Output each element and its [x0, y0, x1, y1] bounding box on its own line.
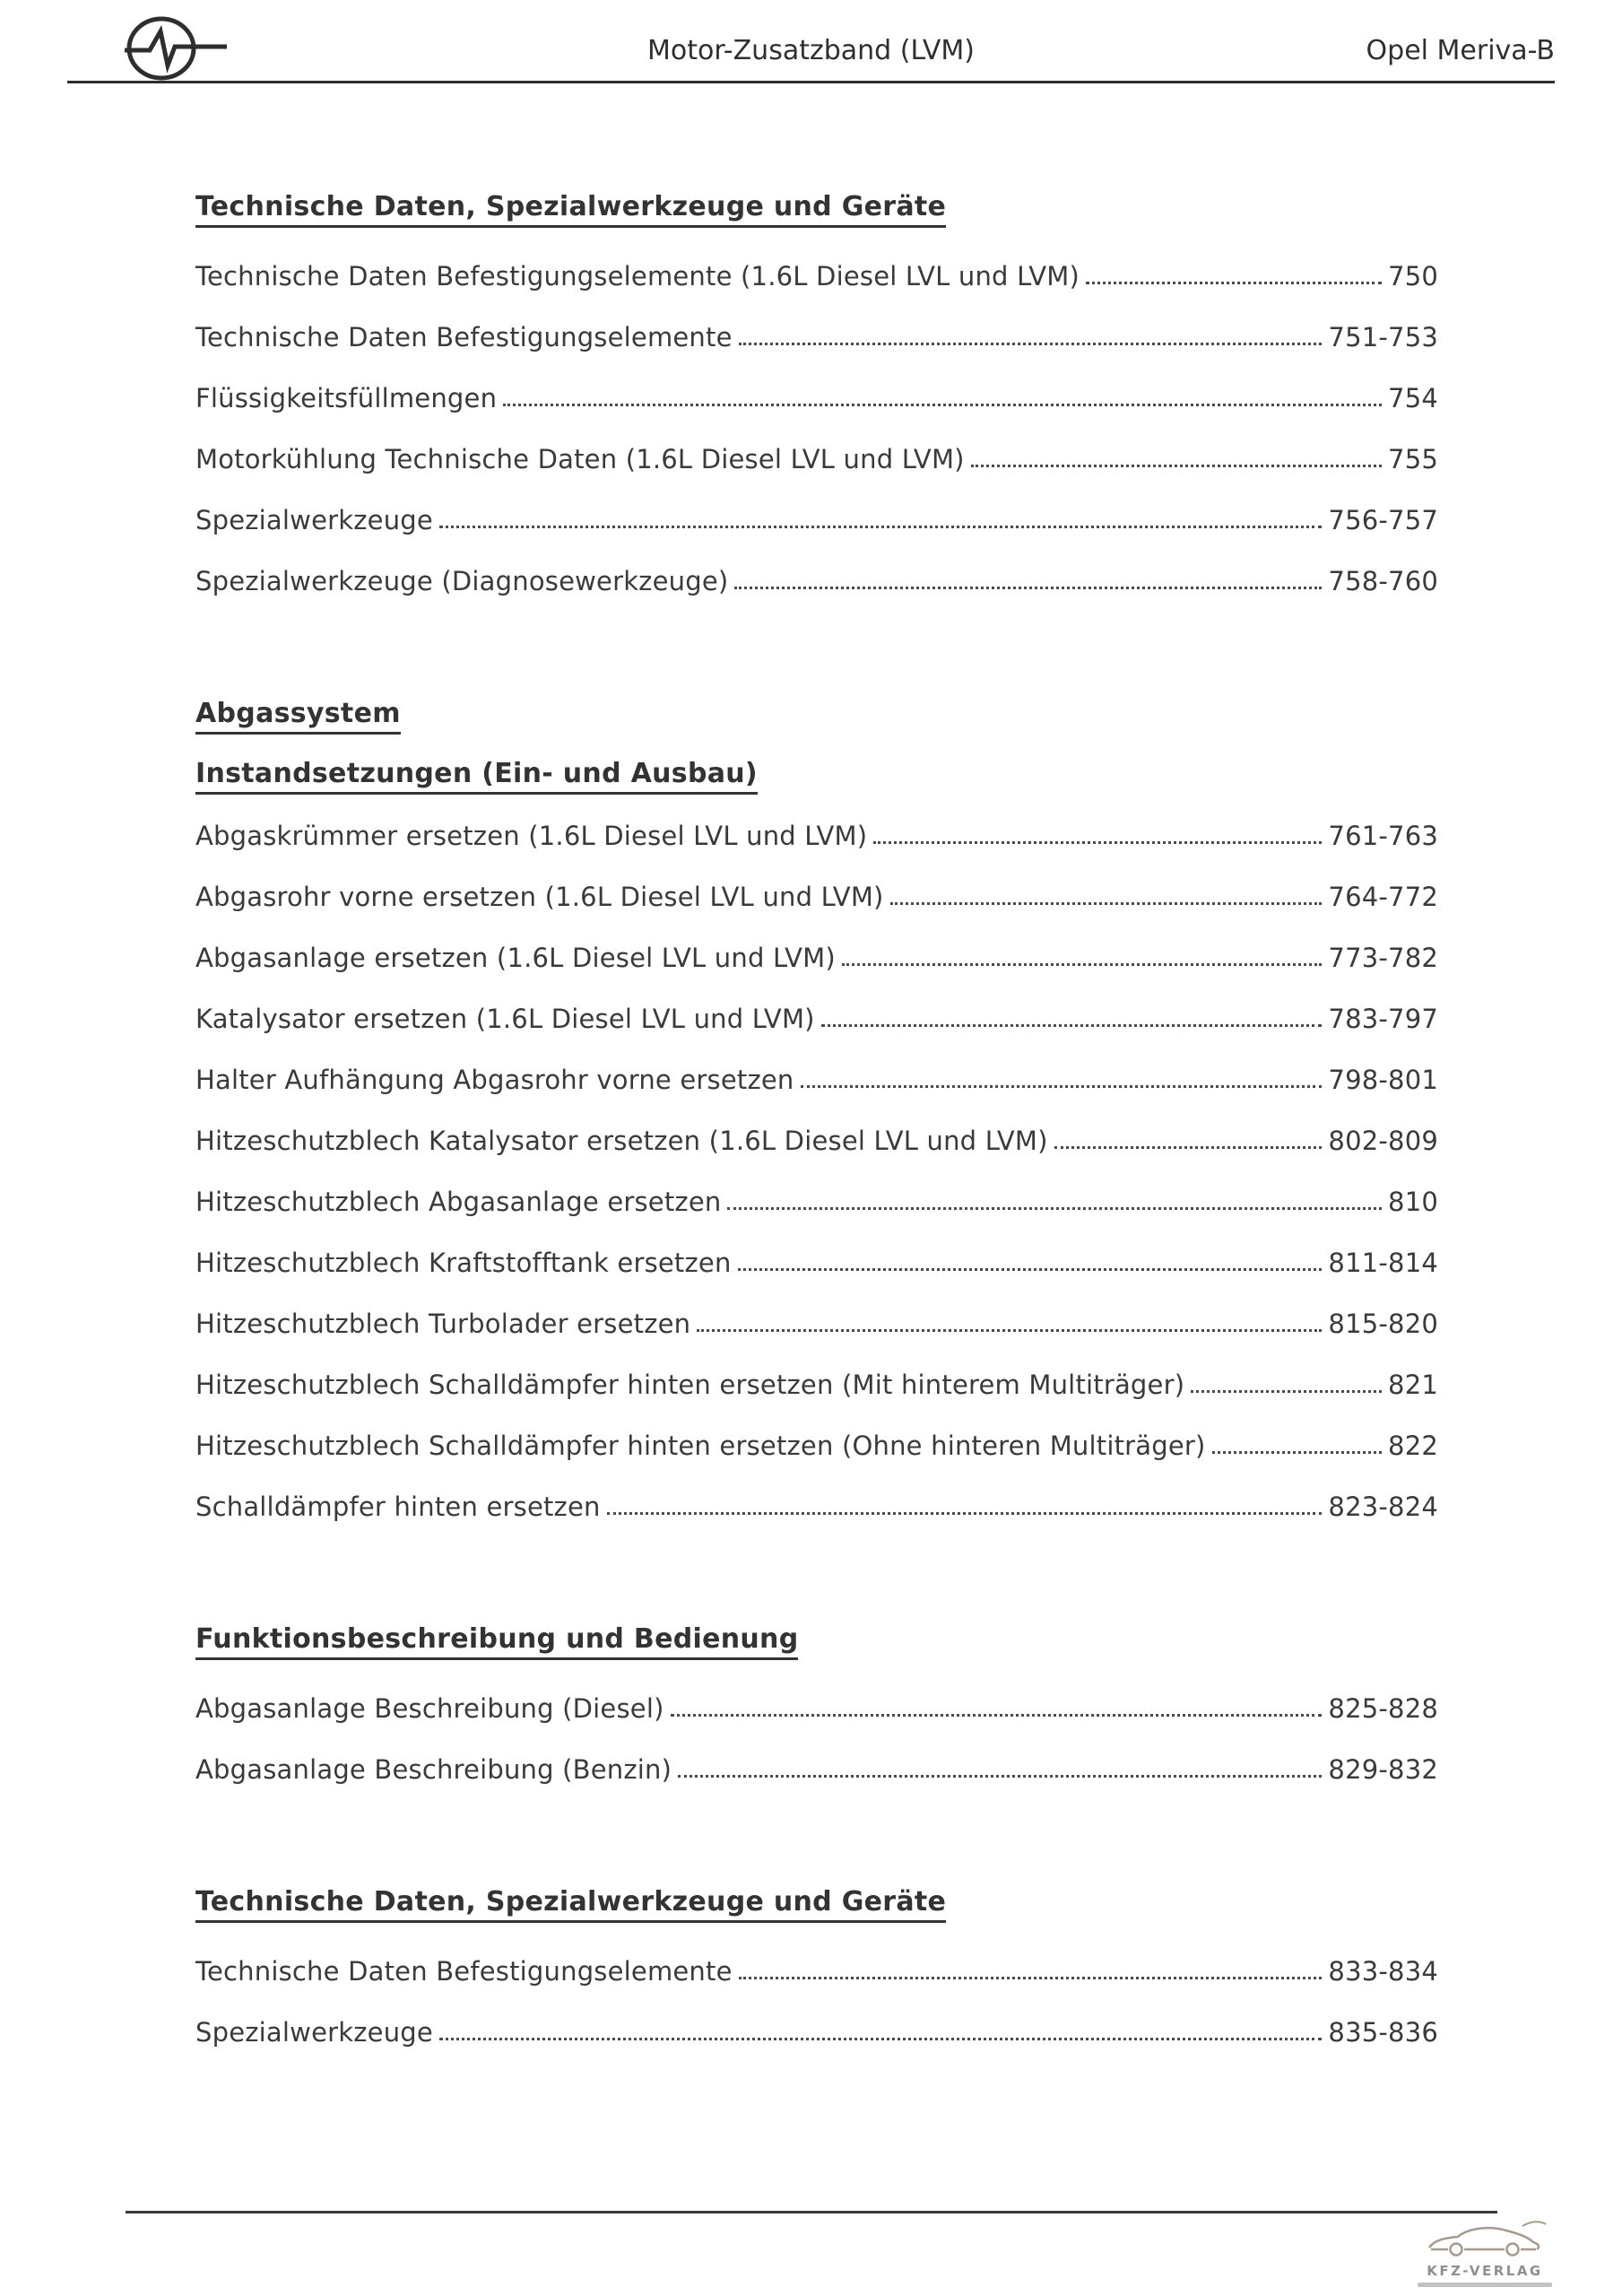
footer-rule: [126, 2211, 1497, 2213]
dot-leader: [1086, 281, 1382, 284]
toc-entry-pages: 825-828: [1328, 1693, 1438, 1724]
section-heading: Technische Daten, Spezialwerkzeuge und Geräte: [195, 1886, 1438, 1923]
toc-entry-pages: 811-814: [1328, 1248, 1438, 1278]
toc-entry-title: Hitzeschutzblech Schalldämpfer hinten ersetzen (Ohne hinteren Multiträger): [195, 1431, 1206, 1461]
dot-leader: [439, 525, 1322, 528]
dot-leader: [739, 342, 1323, 345]
toc-entry: [195, 1171, 1438, 1232]
toc-entry-title: Technische Daten Befestigungselemente: [195, 322, 733, 352]
dot-leader: [678, 1774, 1322, 1778]
toc-entry-pages: 758-760: [1328, 566, 1438, 596]
toc-section: [195, 191, 1438, 612]
publisher-logo: [1409, 2220, 1561, 2287]
dot-leader: [890, 901, 1323, 905]
toc-entry-pages: 821: [1388, 1370, 1438, 1400]
toc-entries: [195, 1941, 1438, 2063]
toc-entry-title: Spezialwerkzeuge (Diagnosewerkzeuge): [195, 566, 729, 596]
dot-leader: [801, 1084, 1323, 1088]
toc-entry: [195, 307, 1438, 368]
toc-entry-pages: 751-753: [1328, 322, 1438, 352]
toc-entry: [195, 805, 1438, 866]
toc-entry-pages: 761-763: [1328, 821, 1438, 851]
toc-entry-pages: 755: [1388, 444, 1438, 474]
toc-entry: [195, 1476, 1438, 1537]
dot-leader: [439, 2037, 1322, 2040]
page-header: [67, 0, 1555, 83]
toc-entry-pages: 815-820: [1328, 1309, 1438, 1339]
opel-logo-icon: [123, 15, 229, 85]
toc-entry-pages: 764-772: [1328, 882, 1438, 912]
toc-entry-title: Katalysator ersetzen (1.6L Diesel LVL und LVM): [195, 1004, 815, 1034]
toc-entry-pages: 754: [1388, 383, 1438, 413]
toc-entry-title: Technische Daten Befestigungselemente: [195, 1956, 733, 1987]
dot-leader: [821, 1023, 1323, 1027]
toc-entry-title: Abgasanlage Beschreibung (Diesel): [195, 1693, 664, 1724]
toc-entry-pages: 835-836: [1328, 2017, 1438, 2048]
model-title: Opel Meriva-B: [1366, 34, 1555, 66]
section-heading: Technische Daten, Spezialwerkzeuge und Geräte: [195, 191, 1438, 228]
toc-entry-pages: 802-809: [1328, 1126, 1438, 1156]
toc-entry-pages: 750: [1388, 261, 1438, 291]
toc-entry-title: Abgasanlage Beschreibung (Benzin): [195, 1754, 672, 1785]
toc-section: [195, 698, 1438, 1537]
toc-entry-title: Technische Daten Befestigungselemente (1.6L Diesel LVL und LVM): [195, 261, 1080, 291]
toc-entry: [195, 1739, 1438, 1800]
toc-entry: [195, 1293, 1438, 1354]
toc-entry-title: Hitzeschutzblech Kraftstofftank ersetzen: [195, 1248, 732, 1278]
toc-entry-pages: 756-757: [1328, 505, 1438, 535]
toc-entry: [195, 866, 1438, 927]
toc-section: [195, 1886, 1438, 2063]
section-heading: Abgassystem: [195, 698, 1438, 735]
dot-leader: [1054, 1145, 1323, 1149]
toc-entry-pages: 798-801: [1328, 1065, 1438, 1095]
toc-entry-title: Halter Aufhängung Abgasrohr vorne ersetzen: [195, 1065, 794, 1095]
toc-entry-title: Hitzeschutzblech Katalysator ersetzen (1.6L Diesel LVL und LVM): [195, 1126, 1048, 1156]
toc-entry: [195, 988, 1438, 1049]
toc-entry-pages: 833-834: [1328, 1956, 1438, 1987]
toc-entry-title: Spezialwerkzeuge: [195, 505, 433, 535]
toc-entry: [195, 1678, 1438, 1739]
toc-entry: [195, 1232, 1438, 1293]
toc-entry: [195, 429, 1438, 490]
toc-entry: [195, 1415, 1438, 1476]
dot-leader: [1191, 1389, 1382, 1393]
toc-entries: [195, 246, 1438, 612]
dot-leader: [734, 586, 1322, 589]
toc-entry-pages: 823-824: [1328, 1492, 1438, 1522]
dot-leader: [873, 840, 1322, 844]
toc-entry: [195, 1354, 1438, 1415]
toc-entry-title: Abgaskrümmer ersetzen (1.6L Diesel LVL und LVM): [195, 821, 868, 851]
toc-entry: [195, 1049, 1438, 1110]
section-heading: Funktionsbeschreibung und Bedienung: [195, 1623, 1438, 1660]
toc-entry-title: Schalldämpfer hinten ersetzen: [195, 1492, 601, 1522]
car-icon: [1422, 2220, 1548, 2257]
dot-leader: [739, 1976, 1323, 1979]
document-title: Motor-Zusatzband (LVM): [647, 34, 975, 66]
toc-entries: [195, 1678, 1438, 1800]
toc-entry: [195, 1941, 1438, 2002]
toc-entry: [195, 2002, 1438, 2063]
toc-entry-title: Abgasrohr vorne ersetzen (1.6L Diesel LVL und LVM): [195, 882, 884, 912]
toc-entry-title: Spezialwerkzeuge: [195, 2017, 433, 2048]
toc-entry: [195, 551, 1438, 612]
toc-entry-title: Abgasanlage ersetzen (1.6L Diesel LVL und LVM): [195, 943, 836, 973]
toc-entry-title: Motorkühlung Technische Daten (1.6L Diesel LVL und LVM): [195, 444, 965, 474]
toc-entry-title: Flüssigkeitsfüllmengen: [195, 383, 498, 413]
toc-entry-pages: 783-797: [1328, 1004, 1438, 1034]
dot-leader: [607, 1511, 1323, 1515]
toc-entry-pages: 822: [1388, 1431, 1438, 1461]
dot-leader: [503, 403, 1382, 406]
toc-entry-title: Hitzeschutzblech Abgasanlage ersetzen: [195, 1187, 722, 1217]
publisher-tagline: [1418, 2283, 1552, 2287]
publisher-name: KFZ-VERLAG: [1427, 2263, 1543, 2279]
toc-entry: [195, 246, 1438, 307]
dot-leader: [727, 1206, 1382, 1210]
table-of-contents: [195, 83, 1438, 2063]
section-subheading: Instandsetzungen (Ein- und Ausbau): [195, 758, 1438, 795]
toc-entry: [195, 1110, 1438, 1171]
dot-leader: [842, 962, 1323, 966]
toc-entry: [195, 490, 1438, 551]
dot-leader: [971, 464, 1382, 467]
toc-entry-pages: 773-782: [1328, 943, 1438, 973]
dot-leader: [738, 1267, 1323, 1271]
toc-section: [195, 1623, 1438, 1800]
toc-entries: [195, 805, 1438, 1537]
toc-entry: [195, 927, 1438, 988]
toc-entry-pages: 810: [1388, 1187, 1438, 1217]
toc-entry-pages: 829-832: [1328, 1754, 1438, 1785]
toc-entry: [195, 368, 1438, 429]
dot-leader: [671, 1713, 1323, 1717]
toc-entry-title: Hitzeschutzblech Turbolader ersetzen: [195, 1309, 691, 1339]
dot-leader: [1212, 1450, 1383, 1454]
toc-entry-title: Hitzeschutzblech Schalldämpfer hinten ersetzen (Mit hinterem Multiträger): [195, 1370, 1185, 1400]
dot-leader: [697, 1328, 1322, 1332]
